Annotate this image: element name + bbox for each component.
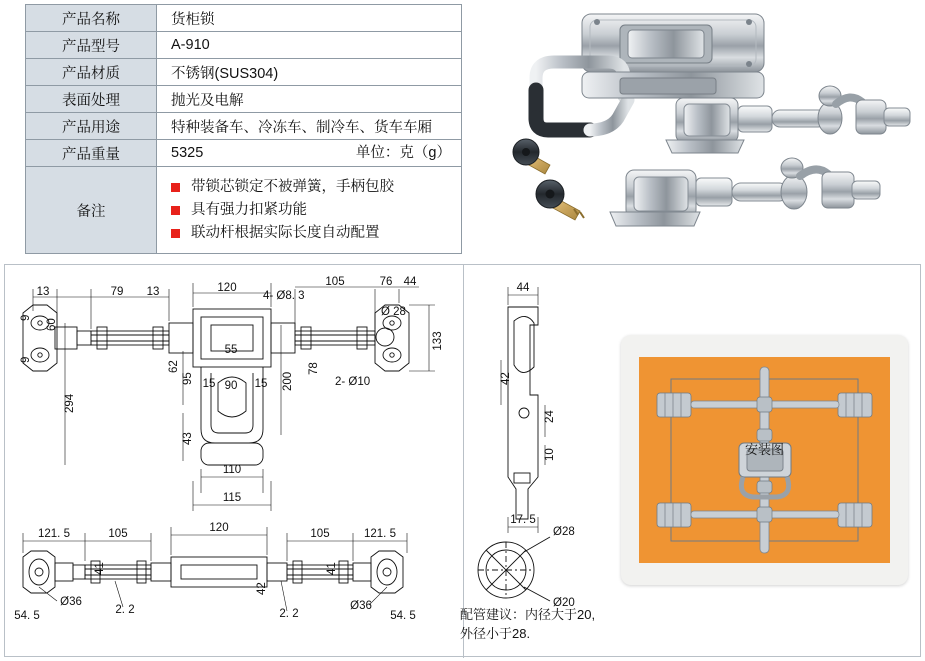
dim-text: 15: [202, 378, 216, 390]
dim-text: 13: [146, 286, 160, 298]
dim-text: Ø36: [350, 600, 372, 612]
dim-text: 9: [20, 356, 32, 363]
dim-text: 90: [224, 380, 238, 392]
dim-text: 79: [110, 286, 124, 298]
spec-value: 不锈钢(SUS304): [157, 59, 462, 86]
dim-text: 78: [308, 362, 320, 375]
table-row: [26, 32, 462, 59]
specification-table: [25, 4, 462, 254]
dim-text: 43: [182, 432, 194, 445]
dim-text: 133: [432, 331, 444, 351]
dim-text: 294: [64, 393, 76, 413]
dim-text: 55: [224, 344, 238, 356]
spec-label: 产品名称: [26, 5, 157, 32]
square-bullet-icon: [171, 206, 180, 215]
dim-text: 9: [20, 314, 32, 321]
dim-text: 2. 2: [115, 604, 135, 616]
weight-value: 5325: [171, 145, 204, 161]
dim-text: 95: [182, 372, 194, 385]
spec-label: 表面处理: [26, 86, 157, 113]
weight-value-cell: [157, 140, 462, 167]
spec-value: A-910: [157, 32, 462, 59]
dim-text: 2- Ø10: [335, 376, 371, 388]
technical-drawings-panel: [4, 264, 921, 657]
dim-text: 120: [217, 282, 237, 294]
dim-text: 105: [108, 528, 128, 540]
note-text: 联动杆根据实际长度自动配置: [191, 224, 380, 241]
installation-illustration: [639, 357, 890, 563]
dim-text: 54. 5: [390, 610, 416, 622]
cam-assembly-lower: [626, 158, 880, 218]
list-item: [171, 222, 461, 245]
note-label: 备注: [26, 167, 157, 254]
dim-text: 110: [222, 464, 242, 476]
table-row-note: [26, 167, 462, 254]
list-item: [171, 199, 461, 222]
dim-text: 105: [325, 276, 345, 288]
installation-diagram-card: [621, 335, 908, 585]
dim-text-inner-diameter: Ø20: [553, 597, 575, 609]
table-row: [26, 86, 462, 113]
list-item: [171, 176, 461, 199]
dim-text: 13: [36, 286, 50, 298]
spec-label: 产品用途: [26, 113, 157, 140]
note-text: 带锁芯锁定不被弹簧，手柄包胶: [191, 178, 394, 195]
table-row: [26, 59, 462, 86]
dim-text: 115: [222, 492, 242, 504]
dim-text: 121. 5: [38, 528, 70, 540]
spec-value: 特种装备车、冷冻车、制冷车、货车车厢: [157, 113, 462, 140]
dim-text: 10: [544, 448, 556, 461]
spec-label: 产品型号: [26, 32, 157, 59]
top-section: [0, 0, 925, 259]
note-value-cell: [157, 167, 462, 254]
dim-text: 121. 5: [364, 528, 396, 540]
table-row: [26, 5, 462, 32]
pipe-note-line1: 配管建议：内径大于20,: [460, 607, 596, 622]
dim-text: 120: [209, 522, 229, 534]
dim-text: 17. 5: [510, 514, 536, 526]
note-list: [171, 176, 461, 245]
install-diagram-label: 安装图: [744, 442, 784, 457]
dim-text: 105: [310, 528, 330, 540]
dim-text: 200: [282, 371, 294, 391]
table-row-weight: [26, 140, 462, 167]
dim-text: 2. 2: [279, 608, 299, 620]
dim-text: 44: [516, 282, 530, 294]
dim-text: 42: [256, 582, 268, 595]
dim-text: 76: [379, 276, 393, 288]
dim-text: 42: [500, 372, 512, 385]
dim-text: 41: [94, 562, 106, 575]
spec-value: 抛光及电解: [157, 86, 462, 113]
square-bullet-icon: [171, 183, 180, 192]
weight-label: 产品重量: [26, 140, 157, 167]
dim-text-outer-diameter: Ø28: [553, 526, 575, 538]
product-photo: [470, 0, 925, 258]
spec-value: 货柜锁: [157, 5, 462, 32]
dim-text: 54. 5: [14, 610, 40, 622]
dim-text: Ø36: [60, 596, 82, 608]
dim-text: 15: [254, 378, 268, 390]
dim-text: 44: [403, 276, 417, 288]
keys-group: [513, 139, 584, 220]
dim-text: Ø 28: [381, 306, 406, 318]
panel-divider: [463, 265, 464, 658]
dim-text: 60: [46, 318, 58, 331]
weight-unit: 单位：克（g）: [355, 145, 451, 161]
dim-text: 62: [168, 360, 180, 373]
dim-text: 4- Ø8. 3: [263, 290, 305, 302]
spec-label: 产品材质: [26, 59, 157, 86]
pipe-recommendation-note: [460, 605, 595, 643]
table-row: [26, 113, 462, 140]
product-photo-illustration: [470, 0, 925, 258]
dim-text: 41: [326, 562, 338, 575]
installation-panel: [639, 357, 890, 563]
note-text: 具有强力扣紧功能: [191, 201, 307, 218]
pipe-note-line2: 外径小于28.: [460, 626, 531, 641]
dim-text: 24: [544, 410, 556, 423]
square-bullet-icon: [171, 229, 180, 238]
